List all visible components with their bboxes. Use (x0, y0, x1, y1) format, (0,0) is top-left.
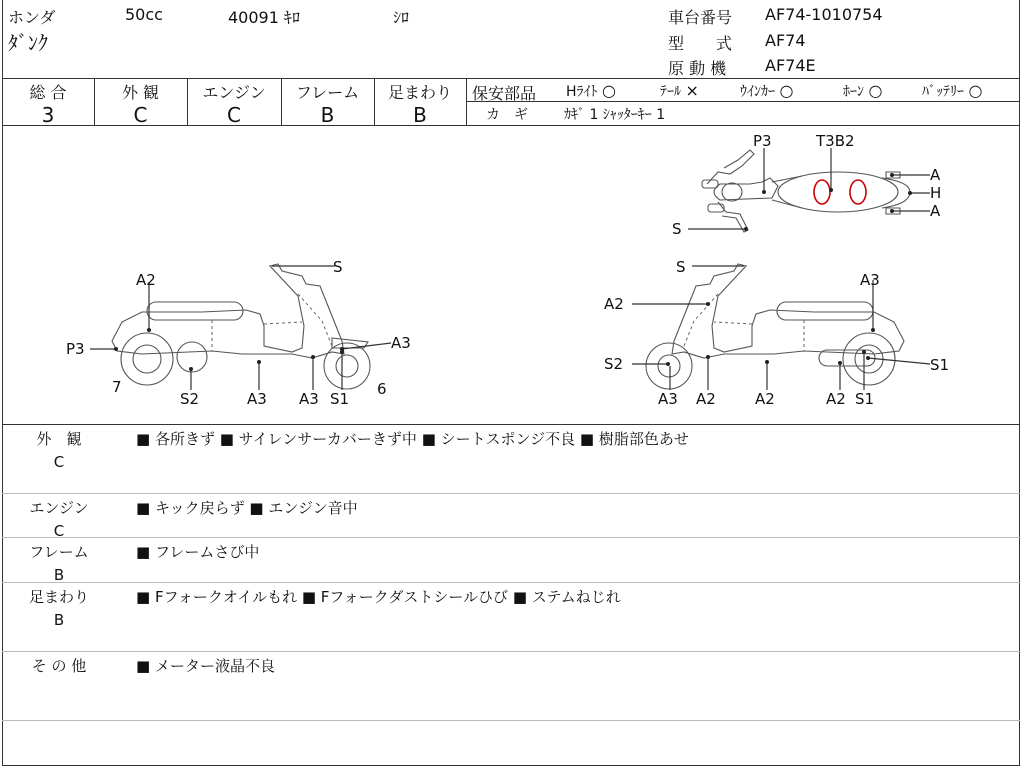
section-frame-text: ■ フレームさび中 (136, 543, 260, 561)
section-other-label: そ の 他 (31, 657, 87, 675)
diagram-label: A3 (247, 390, 267, 408)
diagram-label: A2 (136, 271, 156, 289)
grade-engine: エンジン C (202, 83, 266, 127)
scooter-right-view (604, 258, 949, 408)
divider (2, 78, 1020, 79)
diagram-label: S (333, 258, 343, 276)
scooter-top-view (672, 132, 941, 238)
engine-label: 原 動 機 (668, 59, 727, 78)
diagram-label: S1 (330, 390, 350, 408)
divider (2, 582, 1020, 583)
diagram-label: A (930, 166, 941, 184)
grade-suspension: 足まわり B (387, 83, 452, 127)
divider (2, 493, 1020, 494)
scooter-left-view (66, 258, 411, 408)
divider (2, 424, 1020, 425)
section-engine-label: エンジン C (29, 499, 89, 540)
divider (466, 101, 1020, 102)
divider (2, 720, 1020, 721)
diagram-label: S2 (180, 390, 200, 408)
diagram-label: A3 (299, 390, 319, 408)
section-engine-text: ■ キック戻らず ■ エンジン音中 (136, 499, 358, 517)
section-suspension-text: ■ Fフォークオイルもれ ■ Fフォークダストシールひび ■ ステムねじれ (136, 588, 621, 606)
safety-item-winker: ｳｲﾝｶｰ ○ (740, 81, 794, 100)
frame-no: AF74-1010754 (765, 5, 883, 24)
displacement: 50cc (125, 5, 163, 24)
engine-value: AF74E (765, 56, 816, 75)
section-frame-label: フレーム B (29, 543, 89, 584)
grade-overall: 総 合 3 (29, 83, 67, 127)
diagram-label: A2 (755, 390, 775, 408)
section-exterior-label: 外 観 C (36, 430, 82, 471)
type-label: 型 式 (668, 34, 733, 53)
diagram-label: A3 (391, 334, 411, 352)
section-suspension-label: 足まわり B (28, 588, 89, 629)
diagram-label: A (930, 202, 941, 220)
safety-label: 保安部品 (472, 84, 537, 103)
damage-diagram (2, 126, 1020, 424)
safety-item-headlight: Hﾗｲﾄ ○ (566, 81, 616, 100)
diagram-label: A2 (826, 390, 846, 408)
diagram-label: S (676, 258, 686, 276)
diagram-label: P3 (66, 340, 85, 358)
mileage: 40091 ｷﾛ (228, 8, 300, 27)
model-name: ﾀﾞﾝｸ (8, 31, 48, 55)
diagram-label: A2 (604, 295, 624, 313)
diagram-label: T3B2 (816, 132, 855, 150)
grade-frame: フレーム B (295, 83, 360, 127)
diagram-label: A3 (860, 271, 880, 289)
diagram-label: 6 (377, 380, 387, 398)
section-exterior-text: ■ 各所きず ■ サイレンサーカバーきず中 ■ シートスポンジ不良 ■ 樹脂部色あせ (136, 430, 689, 448)
frame-no-label: 車台番号 (668, 8, 733, 27)
divider (2, 537, 1020, 538)
safety-item-tail: ﾃｰﾙ × (660, 81, 699, 100)
section-other-text: ■ メーター液晶不良 (136, 657, 275, 675)
key-label: カ ギ (486, 107, 528, 123)
type-value: AF74 (765, 31, 806, 50)
safety-item-battery: ﾊﾞｯﾃﾘｰ ○ (922, 81, 983, 100)
diagram-label: H (930, 184, 942, 202)
maker: ホンダ (8, 8, 56, 27)
diagram-label: S1 (930, 356, 950, 374)
divider (2, 651, 1020, 652)
diagram-label: S2 (604, 355, 624, 373)
diagram-label: 7 (112, 378, 122, 396)
diagram-label: A2 (696, 390, 716, 408)
grade-exterior: 外 観 C (121, 83, 160, 127)
diagram-label: S (672, 220, 682, 238)
key-text: ｶｷﾞ 1 ｼｬｯﾀｰｷｰ 1 (564, 107, 666, 123)
diagram-label: S1 (855, 390, 875, 408)
color: ｼﾛ (393, 8, 410, 27)
diagram-label: P3 (753, 132, 772, 150)
diagram-label: A3 (658, 390, 678, 408)
safety-item-horn: ﾎｰﾝ ○ (843, 81, 883, 100)
